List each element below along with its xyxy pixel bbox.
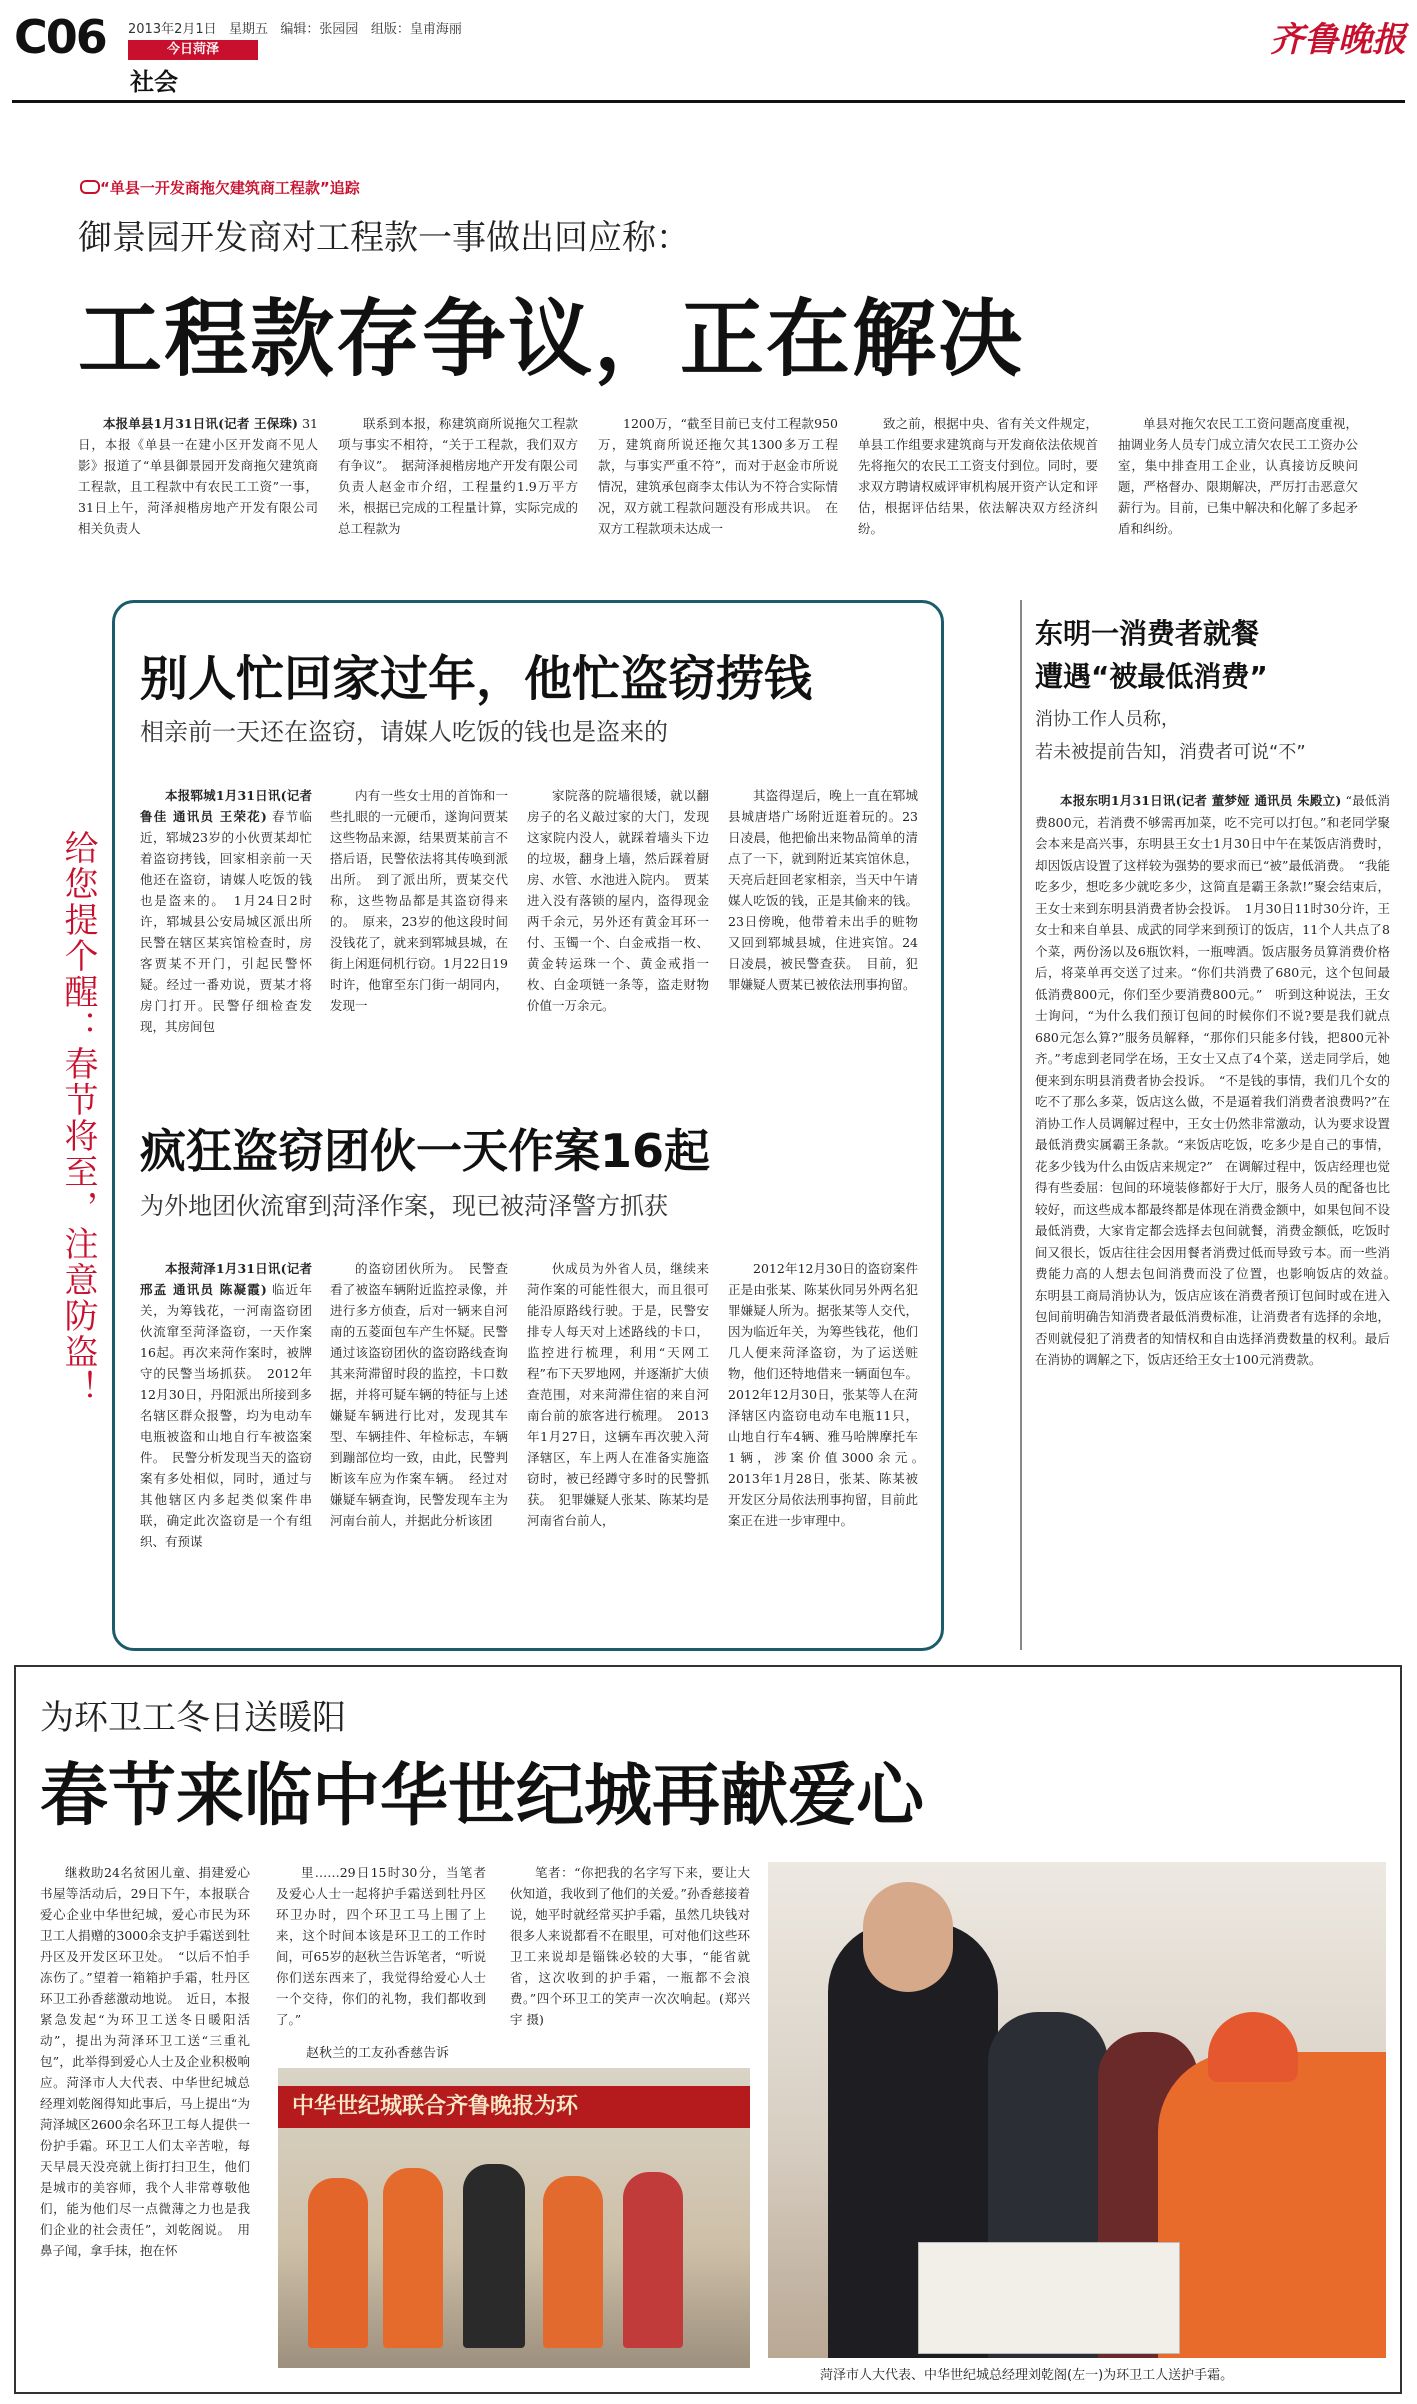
story-3-lead: 本报菏泽1月31日讯(记者 邢孟 通讯员 陈凝霞) xyxy=(140,1261,312,1297)
photo-sanitation-workers xyxy=(278,2068,750,2368)
story-4-title-line-1: 东明一消费者就餐 xyxy=(1035,617,1260,650)
story-4-sub-2: 若未被提前告知，消费者可说“不” xyxy=(1035,742,1306,763)
story-1-lead: 本报单县1月31日讯(记者 王保珠) xyxy=(103,416,298,431)
story-1-col-2: 联系到本报，称建筑商所说拖欠工程款项与事实不相符，“关于工程款，我们双方有争议”。 据菏泽昶楷房地产开发有限公司负责人赵金市介绍，工程量约1.9万平方米，根据已完成的工程量计算，实际完成的总工程款为 xyxy=(338,416,578,536)
masthead-rule xyxy=(12,100,1405,103)
section-title: 社会 xyxy=(130,68,178,96)
story-1-pretitle: 御景园开发商对工程款一事做出回应称： xyxy=(78,218,690,258)
story-3-col-3: 伙成员为外省人员，继续来菏作案的可能性很大，而且很可能沿原路线行驶。于是，民警安排专人每天对上述路线的卡口，监控进行梳理，利用“天网工程”布下天罗地网，并逐渐扩大侦查范围，对来菏滞住宿的来自河南台前的旅客进行梳理。 2013年1月27日，这辆车再次驶入菏泽辖区，车上两人在准备实施盗窃时，被已经蹲守多时的民警抓获。 犯罪嫌疑人张某、陈某均是河南省台前人， xyxy=(527,1261,709,1528)
brand-logo: 齐鲁晚报 xyxy=(1270,20,1406,60)
story-2-lead: 本报郓城1月31日讯(记者 鲁佳 通讯员 王荣花) xyxy=(140,788,312,824)
page-number: C06 xyxy=(14,10,106,64)
story-4-lead: 本报东明1月31日讯(记者 董梦娅 通讯员 朱殿立) xyxy=(1060,793,1342,808)
story-1-col-5: 单县对拖欠农民工工资问题高度重视，抽调业务人员专门成立清欠农民工工资办公室，集中排查用工企业，认真接访反映问题，严格督办、限期解决，严厉打击恶意欠薪行为。目前，已集中解决和化解了多起矛盾和纠纷。 xyxy=(1118,416,1358,536)
photo-small-caption: 赵秋兰的工友孙香慈告诉 xyxy=(306,2046,450,2061)
story-5-col-3: 笔者：“你把我的名字写下来，要让大伙知道，我收到了他们的关爱。”孙香慈接着说，她平时就经常买护手霜，虽然几块钱对很多人来说都看不在眼里，可对他们这些环卫工来说却是锱铢必较的大事，“能省就省，这次收到的护手霜，一瓶都不会浪费。”四个环卫工的笑声一次次响起。(郑兴宇 摄) xyxy=(510,1865,750,2027)
story-1-col-3: 1200万，“截至目前已支付工程款950万，建筑商所说还拖欠其1300多万工程款，与事实严重不符”，而对于赵金市所说情况，建筑承包商李太伟认为不符合实际情况，双方就工程款问题没有形成共识。 在双方工程款项未达成一 xyxy=(598,416,838,536)
date-editor-meta: 2013年2月1日 星期五 编辑：张园园 组版：皇甫海丽 xyxy=(128,22,462,37)
story-3-col-2: 的盗窃团伙所为。 民警查看了被盗车辆附近监控录像，并进行多方侦查，后对一辆来自河南的五菱面包车产生怀疑。民警通过该盗窃团伙的盗窃路线查询其来菏滞留时段的监控，卡口数据，并将可疑车辆的特征与上述嫌疑车辆进行比对，发现其车型、车辆挂件、年检标志，车辆到蹦部位均一致，由此，民警判断该车应为作案车辆。 经过对嫌疑车辆查询，民警发现车主为河南台前人，并据此分析该团 xyxy=(330,1261,508,1528)
story-2-title: 别人忙回家过年，他忙盗窃捞钱 xyxy=(140,651,813,707)
photo-banner: 中华世纪城联合齐鲁晚报为环 xyxy=(278,2086,750,2128)
story-5-pretitle: 为环卫工冬日送暖阳 xyxy=(40,1698,346,1738)
story-4-title-line-2: 遭遇“被最低消费” xyxy=(1035,660,1268,693)
story-2-col-2: 内有一些女士用的首饰和一些扎眼的一元硬币，遂询问贾某这些物品来源，结果贾某前言不搭后语，民警依法将其传唤到派出所。 到了派出所，贾某交代称，这些物品都是其盗窃得来的。 原来，23岁的他这段时间没钱花了，就来到郓城县城，在街上闲逛伺机行窃。1月22日19时许，他窜至东门街一胡同内，发现一 xyxy=(330,788,508,1013)
story-4-divider xyxy=(1020,600,1022,1650)
sidebar-reminder-text: 给您提个醒：春节将至，注意防盗！ xyxy=(58,830,98,1406)
story-2-col-4: 其盗得逞后，晚上一直在郓城县城唐塔广场附近逛着玩的。23日凌晨，他把偷出来物品简单的清点了一下，就到附近某宾馆休息，天亮后赶回老家相亲，当天中午请媒人吃饭的钱，正是其偷来的钱。23日傍晚，他带着未出手的赃物又回到郓城县城，住进宾馆。24日凌晨，被民警查获。 目前，犯罪嫌疑人贾某已被依法刑事拘留。 xyxy=(728,788,918,992)
story-4-body: 本报东明1月31日讯(记者 董梦娅 通讯员 朱殿立) “最低消费800元，若消费不够需再加菜，吃不完可以打包。”和老同学聚会本来是高兴事，东明县王女士1月30日中午在某饭店消费时，却因饭店设置了这样较为强势的要求而已“被”最低消费。 “我能吃多少，想吃多少就吃多少，这简直是霸王条款!”聚会结束后，王女士来到东明县消费者协会投诉。 1月30日11时30分许，王女士和来自单县、成武的同学来到预订的饭店，11个人共点了8个菜，两份汤以及6瓶饮料，一瓶啤酒。饭店服务员算消费价格后，将菜单再交送了过来。“你们共消费了680元，这个包间最低消费800元，你们至少要消费800元。” 听到这种说法，王女士询问，“为什么我们预订包间的时候你们不说?要是我们就点680元怎么算?”服务员解释，“那你们只能多付钱，把800元补齐。”考虑到老同学在场，王女士又点了4个菜，送走同学后，她便来到东明县消费者协会投诉。 “不是钱的事情，我们几个女的吃不了那么多菜，饭店这么做，不是逼着我们消费者浪费吗?”在消协工作人员调解过程中，王女士仍然非常激动，认为要求设置最低消费实属霸王条款。“来饭店吃饭，吃多少是自己的事情，花多少钱为什么由饭店来规定?” 在调解过程中，饭店经理也觉得有些委屈：包间的环境装修都好于大厅，服务人员的配备也比较好，而这些成本都最终都是体现在消费金额中，如果包间不设最低消费，大家肯定都会选择去包间就餐，消费金额低，吃饭时间又很长，饭店往往会因用餐者消费过低而导致亏本。而一些消费能力高的人想去包间消费而没了位置，也影响饭店的效益。 东明县工商局消协认为，饭店应该在消费者预订包间时或在进入包间前明确告知消费者最低消费标准，让消费者有选择的余地，否则就侵犯了消费者的知情权和自由选择消费数量的权利。最后在消协的调解之下，饭店还给王女士100元消费款。 xyxy=(1035,793,1403,1367)
story-5-col-1: 继救助24名贫困儿童、捐建爱心书屋等活动后，29日下午，本报联合爱心企业中华世纪城，爱心市民为环卫工人捐赠的3000余支护手霜送到牡丹区及开发区环卫处。 “以后不怕手冻伤了。”望着一箱箱护手霜，牡丹区环卫工孙香慈激动地说。 近日，本报紧急发起“为环卫工送冬日暖阳活动”，提出为菏泽环卫工送“三重礼包”，此举得到爱心人士及企业积极响应。菏泽市人大代表、中华世纪城总经理刘乾阁得知此事后，马上提出“为菏泽城区2600余名环卫工每人提供一份护手霜。环卫工人们太辛苦啦，每天早晨天没亮就上街打扫卫生，他们是城市的美容师，我个人非常尊敬他们，能为他们尽一点微薄之力也是我们企业的社会责任”，刘乾阁说。 用鼻子闻，拿手抹，抱在怀 xyxy=(40,1865,250,2258)
story-1-col-4: 致之前，根据中央、省有关文件规定，单县工作组要求建筑商与开发商依法依规首先将拖欠的农民工工资支付到位。同时，要求双方聘请权威评审机构展开资产认定和评估，根据评估结果，依法解决双方经济纠纷。 xyxy=(858,416,1098,536)
story-1-col-1: 本报单县1月31日讯(记者 王保珠) 31日，本报《单县一在建小区开发商不见人影》报道了“单县御景园开发商拖欠建筑商工程款，且工程款中有农民工工资”一事，31日上午，菏泽昶楷房地产开发有限公司相关负责人 xyxy=(78,416,318,536)
story-1-title: 工程款存争议，正在解决 xyxy=(78,290,1025,388)
story-3-title: 疯狂盗窃团伙一天作案16起 xyxy=(140,1124,711,1178)
story-3-col-4: 2012年12月30日的盗窃案件正是由张某、陈某伙同另外两名犯罪嫌疑人所为。据张某等人交代，因为临近年关，为筹些钱花，他们几人便来菏泽盗窃，为了运送赃物，他们还特地借来一辆面包车。2012年12月30日，张某等人在菏泽辖区内盗窃电动车电瓶11只，山地自行车4辆、雅马哈牌摩托车1辆，涉案价值3000余元。 2013年1月28日，张某、陈某被开发区分局依法刑事拘留，目前此案正在进一步审理中。 xyxy=(728,1261,931,1528)
story-2-col-3: 家院落的院墙很矮，就以翻房子的名义敲过家的大门，发现这家院内没人，就踩着墙头下边的垃圾，翻身上墙，然后踩着厨房、水管、水池进入院内。 贾某进入没有落锁的屋内，盗得现金两千余元，另外还有黄金耳环一付、玉镯一个、白金戒指一枚、黄金转运珠一个、黄金戒指一枚、白金项链一条等，盗走财物价值一万余元。 xyxy=(527,788,709,1013)
story-3-col-1: 本报菏泽1月31日讯(记者 邢孟 通讯员 陈凝霞) 临近年关，为筹钱花，一河南盗窃团伙流窜至菏泽盗窃，一天作案16起。再次来菏作案时，被牌守的民警当场抓获。 2012年12月30日，丹阳派出所接到多名辖区群众报警，均为电动车电瓶被盗和山地自行车被盗案件。 民警分析发现当天的盗窃案有多处相似，同时，通过与其他辖区内多起类似案件串联，确定此次盗窃是一个有组织、有预谋 xyxy=(140,1261,312,1549)
masthead xyxy=(0,0,1417,96)
photo-large-caption: 菏泽市人大代表、中华世纪城总经理刘乾阁(左一)为环卫工人送护手霜。 xyxy=(820,2368,1234,2383)
story-5-title: 春节来临中华世纪城再献爱心 xyxy=(40,1757,925,1836)
photo-handing-hand-cream xyxy=(768,1862,1386,2358)
kicker-icon xyxy=(80,180,100,194)
story-2-subtitle: 相亲前一天还在盗窃，请媒人吃饭的钱也是盗来的 xyxy=(140,718,668,746)
story-5-col-2: 里……29日15时30分，当笔者及爱心人士一起将护手霜送到牡丹区环卫办时，四个环卫工马上围了上来，这个时间本该是环卫工的工作时间，可65岁的赵秋兰告诉笔者，“听说你们送东西来了，我觉得给爱心人士一个交待，你们的礼物，我们都收到了。” xyxy=(276,1865,486,2027)
story-4-sub-1: 消协工作人员称， xyxy=(1035,709,1179,730)
story-2-col-1: 本报郓城1月31日讯(记者 鲁佳 通讯员 王荣花) 春节临近，郓城23岁的小伙贾某却忙着盗窃拷钱，回家相亲前一天他还在盗窃，请媒人吃饭的钱也是盗来的。 1月24日2时许，郓城县公安局城区派出所民警在辖区某宾馆检查时，房客贾某不开门，引起民警怀疑。经过一番劝说，贾某才将房门打开。民警仔细检查发现，其房间包 xyxy=(140,788,312,1034)
story-1-kicker: “单县一开发商拖欠建筑商工程款”追踪 xyxy=(100,179,360,197)
story-3-subtitle: 为外地团伙流窜到菏泽作案，现已被菏泽警方抓获 xyxy=(140,1192,668,1220)
section-tag: 今日菏泽 xyxy=(128,40,258,60)
sidebar-reminder xyxy=(56,830,100,1550)
